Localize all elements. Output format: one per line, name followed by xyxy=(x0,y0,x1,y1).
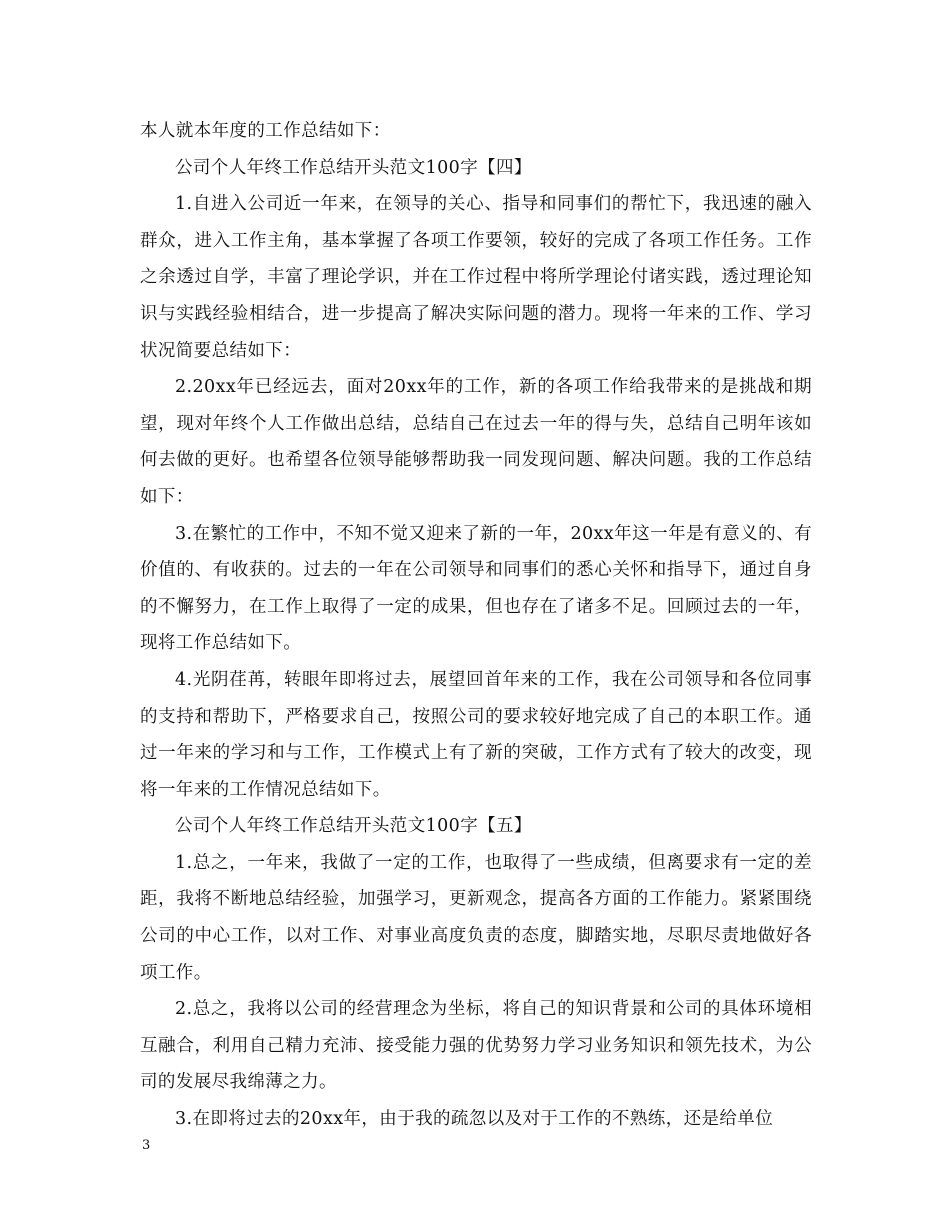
paragraph-five-1: 1.总之，一年来，我做了一定的工作，也取得了一些成绩，但离要求有一定的差距，我将不断地总结经验，加强学习，更新观念，提高各方面的工作能力。紧紧围绕公司的中心工作，以对工作、对事业高度负责的态度，脚踏实地，尽职尽责地做好各项工作。 xyxy=(140,852,812,983)
paragraph-five-2: 2.总之，我将以公司的经营理念为坐标，将自己的知识背景和公司的具体环境相互融合，利用自己精力充沛、接受能力强的优势努力学习业务知识和领先技术，为公司的发展尽我绵薄之力。 xyxy=(140,999,812,1093)
document-body xyxy=(140,113,812,1138)
paragraph-four-4: 4.光阴荏苒，转眼年即将过去，展望回首年来的工作，我在公司领导和各位同事的支持和帮助下，严格要求自己，按照公司的要求较好地完成了自己的本职工作。通过一年来的学习和与工作，工作模式上有了新的突破，工作方式有了较大的改变，现将一年来的工作情况总结如下。 xyxy=(140,669,812,800)
paragraph-four-3: 3.在繁忙的工作中，不知不觉又迎来了新的一年，20xx年这一年是有意义的、有价值的、有收获的。过去的一年在公司领导和同事们的悉心关怀和指导下，通过自身的不懈努力，在工作上取得了一定的成果，但也存在了诸多不足。回顾过去的一年，现将工作总结如下。 xyxy=(140,523,812,654)
paragraph-four-2: 2.20xx年已经远去，面对20xx年的工作，新的各项工作给我带来的是挑战和期望，现对年终个人工作做出总结，总结自己在过去一年的得与失，总结自己明年该如何去做的更好。也希望各位领导能够帮助我一同发现问题、解决问题。我的工作总结如下： xyxy=(140,377,812,507)
page-number: 3 xyxy=(142,1138,151,1153)
paragraph-five-3: 3.在即将过去的20xx年，由于我的疏忽以及对于工作的不熟练，还是给单位 xyxy=(175,1109,774,1130)
section-heading-four: 公司个人年终工作总结开头范文100字【四】 xyxy=(175,157,532,178)
paragraph-intro: 本人就本年度的工作总结如下： xyxy=(140,121,391,141)
section-heading-five: 公司个人年终工作总结开头范文100字【五】 xyxy=(175,816,532,837)
paragraph-four-1: 1.自进入公司近一年来，在领导的关心、指导和同事们的帮忙下，我迅速的融入群众，进入工作主角，基本掌握了各项工作要领，较好的完成了各项工作任务。工作之余透过自学，丰富了理论学识，并在工作过程中将所学理论付诸实践，透过理论知识与实践经验相结合，进一步提高了解决实际问题的潜力。现将一年来的工作、学习状况简要总结如下： xyxy=(140,194,812,361)
